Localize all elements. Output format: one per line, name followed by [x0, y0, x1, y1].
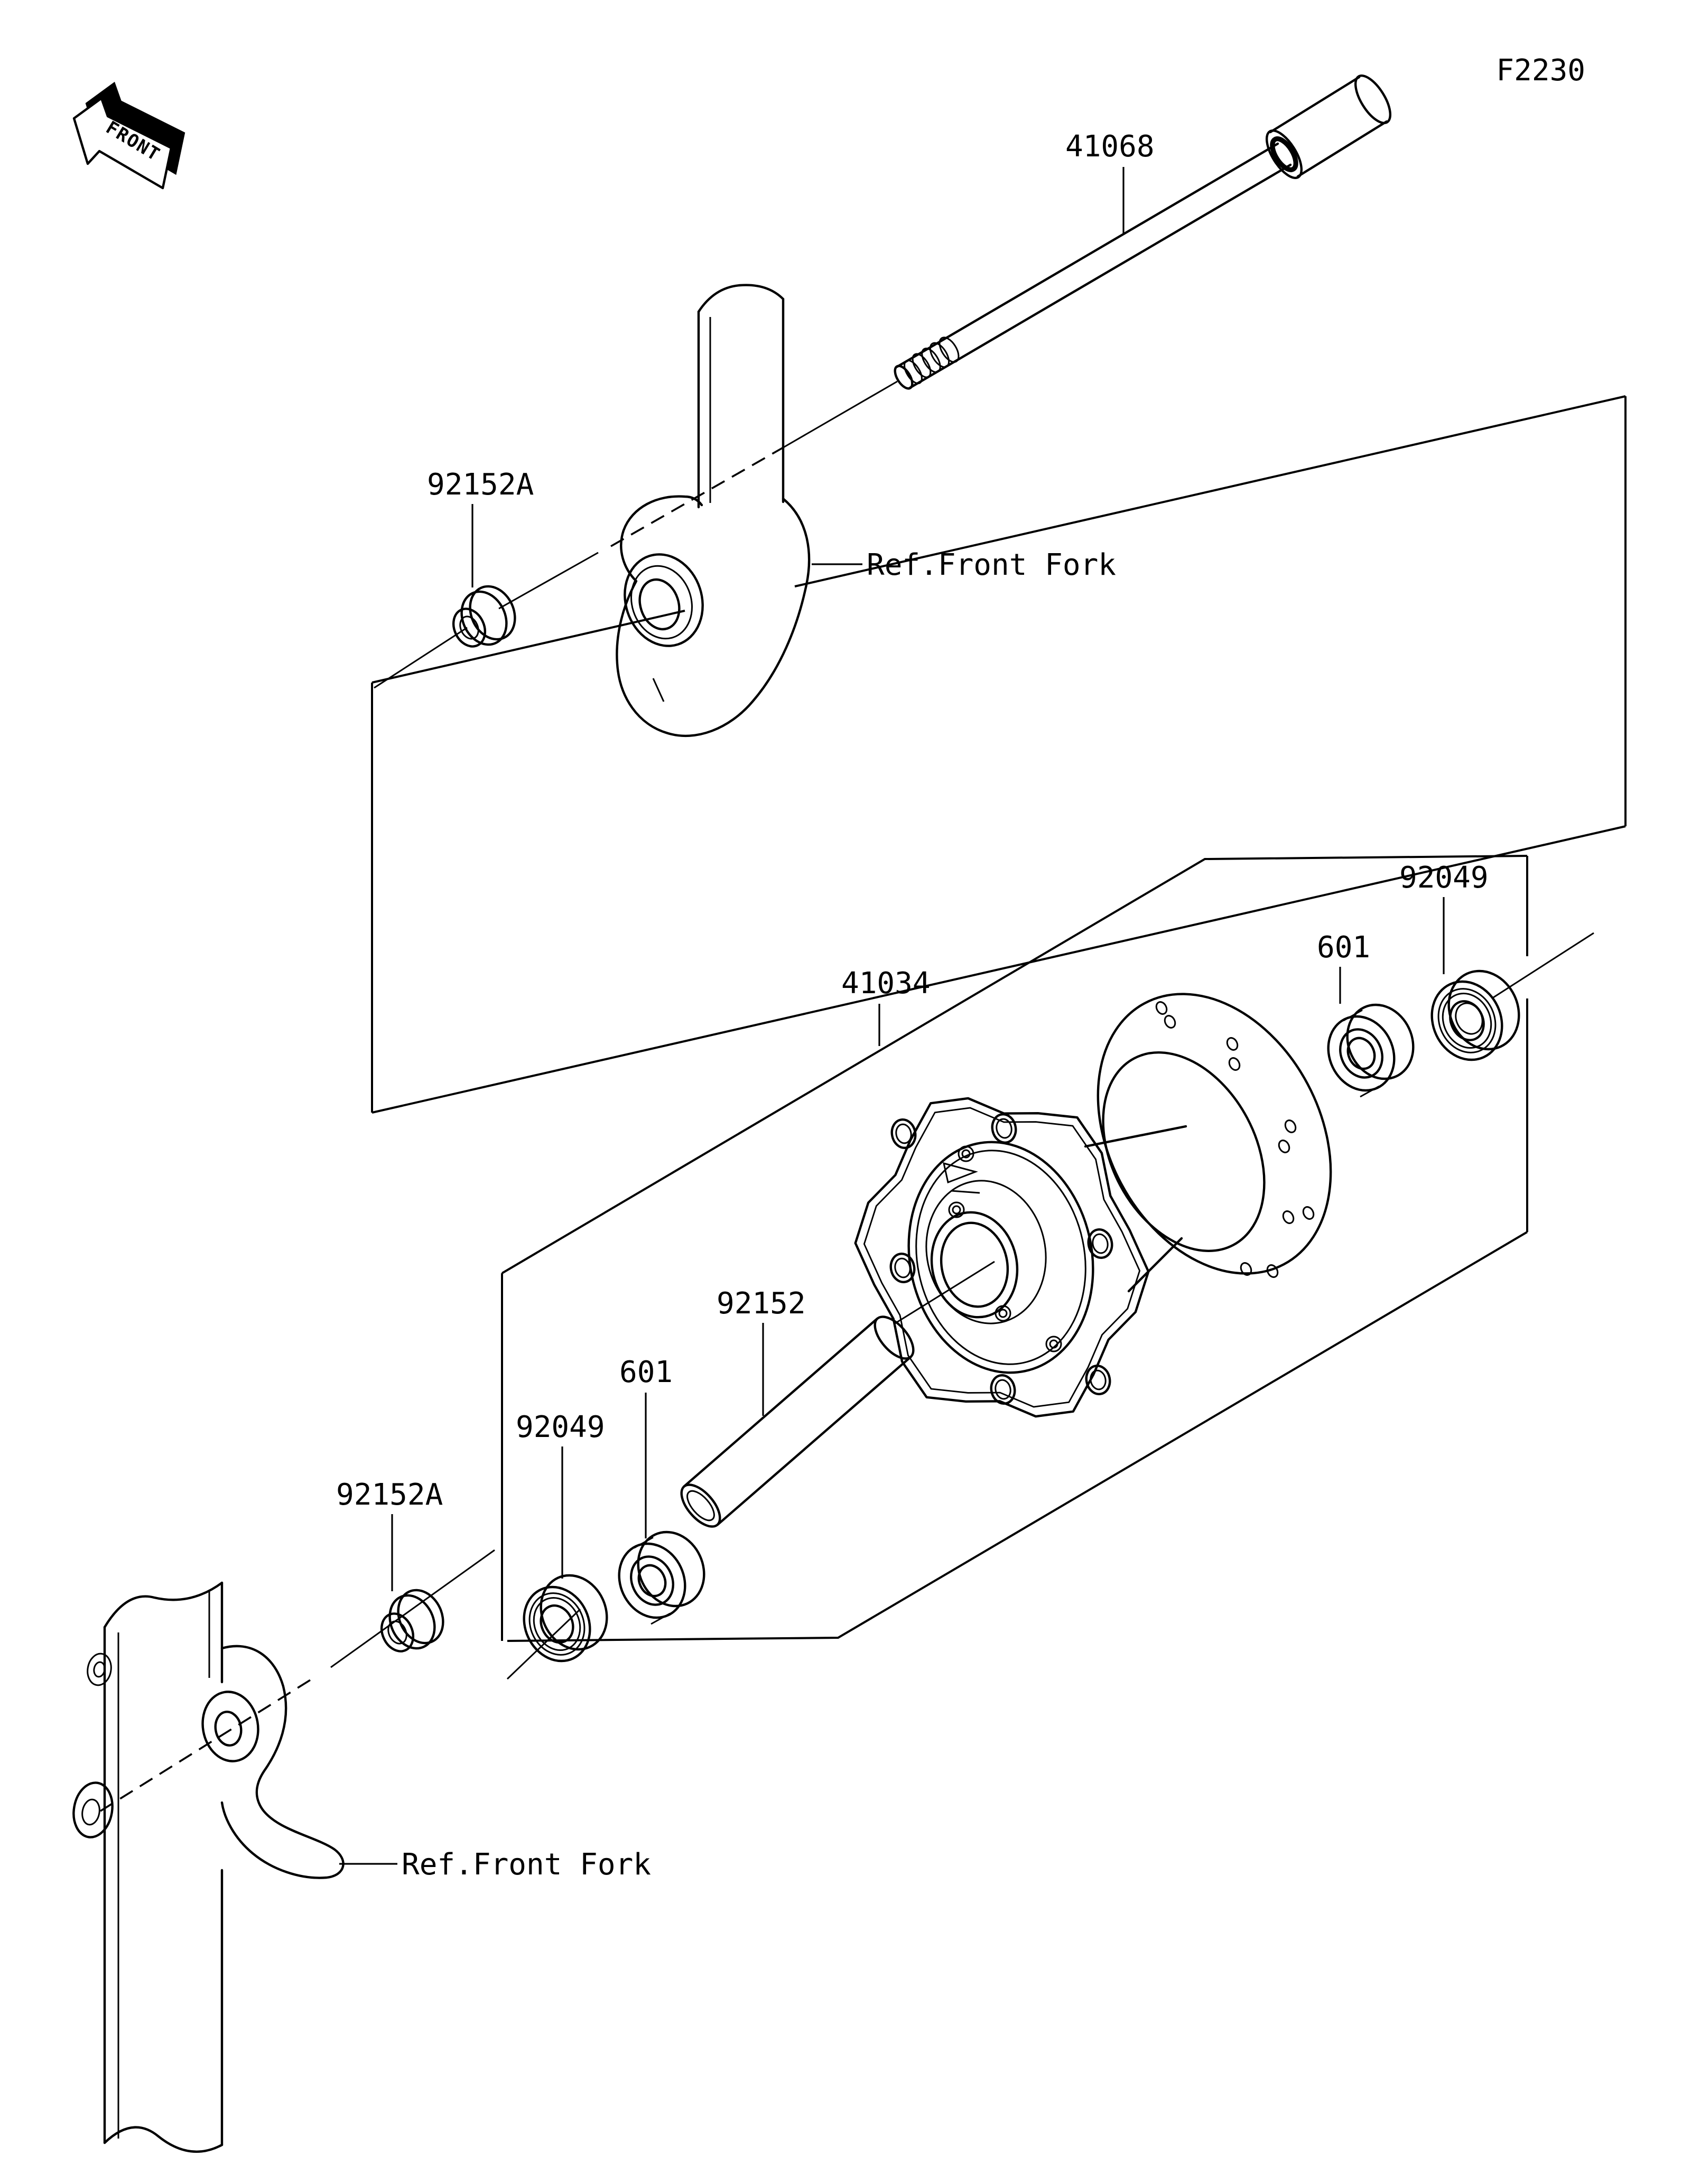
- front-fork-lower-drawing: [70, 1583, 343, 2152]
- label-fork-lower: [339, 1847, 651, 1882]
- part-seal-right: [1419, 959, 1531, 1071]
- part-collar-upper: [448, 579, 523, 652]
- label-collar-upper: [427, 468, 534, 587]
- front-direction-arrow-icon: [74, 83, 184, 188]
- lower-centerline: [331, 1550, 495, 1667]
- label-bearing-left: [619, 1355, 673, 1538]
- hub-disc: [1052, 954, 1377, 1314]
- part-sleeve: [674, 1310, 920, 1533]
- hub-part-number: 41034: [841, 966, 931, 1001]
- figure-code: F2230: [1496, 53, 1585, 88]
- part-bearing-left: [607, 1521, 716, 1628]
- sleeve-part-number: 92152: [717, 1286, 806, 1321]
- upper-assembly-box: [372, 396, 1625, 1113]
- bearing-left-part-number: 601: [619, 1355, 673, 1389]
- seal-left-part-number: 92049: [516, 1410, 605, 1444]
- front-fork-upper-drawing: [613, 285, 809, 736]
- part-bearing-right: [1316, 994, 1425, 1101]
- label-collar-lower: [336, 1478, 443, 1591]
- collar-lower-part-number: 92152A: [336, 1478, 443, 1512]
- axis-line-right: [1493, 933, 1594, 997]
- label-seal-left: [516, 1410, 605, 1579]
- label-fork-upper: [812, 548, 1116, 582]
- fork-upper-ref-label: Ref.Front Fork: [867, 548, 1117, 582]
- label-axle: [1065, 129, 1155, 234]
- label-bearing-right: [1317, 930, 1370, 1004]
- label-sleeve: [717, 1286, 806, 1416]
- hub-bolt-holes: [888, 1112, 1114, 1406]
- bearing-right-part-number: 601: [1317, 930, 1371, 965]
- part-front-hub: [830, 954, 1377, 1449]
- front-label: FRONT: [102, 117, 164, 166]
- part-seal-left: [512, 1564, 619, 1672]
- label-seal-right: [1399, 861, 1489, 974]
- label-hub: [841, 966, 931, 1046]
- axle-part-number: 41068: [1065, 129, 1155, 164]
- part-collar-lower: [376, 1583, 451, 1656]
- collar-upper-part-number: 92152A: [427, 468, 534, 502]
- part-front-axle: [891, 70, 1397, 391]
- seal-right-part-number: 92049: [1399, 861, 1489, 895]
- axle-centerline: [374, 381, 897, 688]
- fork-lower-ref-label: Ref.Front Fork: [402, 1847, 652, 1882]
